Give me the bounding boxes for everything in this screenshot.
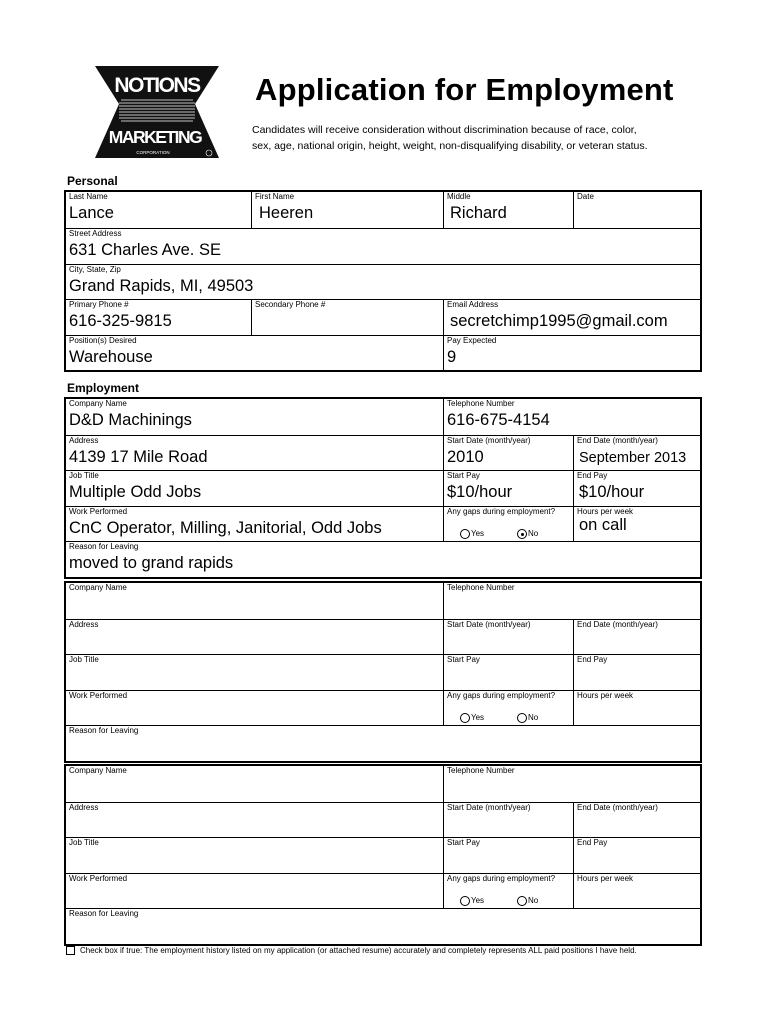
employment-row-work [66, 506, 700, 541]
gaps-yes-circle [460, 896, 470, 906]
employment-entry-3 [64, 764, 702, 946]
gaps-yes-circle [460, 713, 470, 723]
address-label: Address [69, 620, 99, 629]
employment-row-work [66, 690, 700, 725]
hours-per-week-field[interactable] [573, 507, 700, 541]
gaps-yes-label: Yes [471, 529, 485, 538]
street-address-label: Street Address [69, 229, 122, 238]
page-title: Application for Employment [255, 72, 674, 107]
company-name-label: Company Name [69, 399, 127, 408]
pay-expected-field[interactable] [443, 336, 700, 370]
address-field[interactable] [66, 803, 444, 837]
first-name-field[interactable] [251, 192, 444, 228]
positions-desired-label: Position(s) Desired [69, 336, 137, 345]
hours-per-week-field[interactable] [573, 874, 700, 908]
work-performed-label: Work Performed [69, 507, 128, 516]
telephone-field[interactable] [443, 766, 700, 802]
gaps-no-circle [517, 896, 527, 906]
employment-gaps-label: Any gaps during employment? [447, 691, 556, 700]
personal-section-title: Personal [67, 174, 118, 188]
hours-per-week-value: on call [579, 516, 627, 534]
end-date-label: End Date (month/year) [577, 436, 658, 445]
last-name-label: Last Name [69, 192, 108, 201]
history-confirmation [66, 946, 637, 955]
start-pay-field[interactable] [443, 471, 574, 506]
employment-row-reason [66, 908, 700, 944]
primary-phone-field[interactable] [66, 300, 252, 335]
hours-per-week-label: Hours per week [577, 507, 634, 516]
start-date-value: 2010 [447, 448, 484, 466]
employment-row-address [66, 619, 700, 654]
start-pay-label: Start Pay [447, 471, 480, 480]
email-label: Email Address [447, 300, 499, 309]
hours-per-week-field[interactable] [573, 691, 700, 725]
logo-line2: MARKETING [108, 127, 202, 147]
last-name-field[interactable] [66, 192, 252, 228]
hours-per-week-label: Hours per week [577, 691, 634, 700]
logo-line3: CORPORATION [136, 150, 170, 155]
personal-row-street [66, 228, 700, 264]
company-name-field[interactable] [66, 766, 444, 802]
start-pay-value: $10/hour [447, 483, 513, 501]
eeo-statement [252, 122, 692, 154]
history-confirmation-checkbox[interactable] [66, 946, 75, 955]
employment-row-company [66, 583, 700, 619]
start-date-field[interactable] [443, 436, 574, 470]
start-date-field[interactable] [443, 803, 574, 837]
end-date-field[interactable] [573, 803, 700, 837]
city-state-zip-value: Grand Rapids, MI, 49503 [69, 277, 254, 295]
start-pay-field[interactable] [443, 838, 574, 873]
hours-per-week-label: Hours per week [577, 874, 634, 883]
gaps-no-label: No [528, 896, 539, 905]
address-field[interactable] [66, 436, 444, 470]
end-date-label: End Date (month/year) [577, 620, 658, 629]
employment-gaps-label: Any gaps during employment? [447, 874, 556, 883]
company-name-label: Company Name [69, 766, 127, 775]
gaps-no-label: No [528, 529, 539, 538]
positions-desired-value: Warehouse [69, 348, 153, 366]
work-performed-field[interactable] [66, 874, 444, 908]
city-state-zip-field[interactable] [66, 265, 700, 299]
eeo-statement-line1: Candidates will receive consideration without discrimination because of race, color, [252, 124, 637, 136]
company-name-value: D&D Machinings [69, 411, 192, 429]
personal-row-position [66, 335, 700, 370]
address-value: 4139 17 Mile Road [69, 448, 208, 466]
employment-row-reason [66, 541, 700, 577]
work-performed-label: Work Performed [69, 691, 128, 700]
street-address-field[interactable] [66, 229, 700, 264]
first-name-value: Heeren [259, 204, 314, 222]
end-pay-field[interactable] [573, 838, 700, 873]
job-title-field[interactable] [66, 471, 444, 506]
end-pay-label: End Pay [577, 471, 608, 480]
street-address-value: 631 Charles Ave. SE [69, 241, 221, 259]
notions-marketing-logo [95, 66, 219, 158]
gaps-no-radio[interactable] [517, 529, 538, 539]
start-date-label: Start Date (month/year) [447, 436, 531, 445]
end-date-field[interactable] [573, 436, 700, 470]
email-field[interactable] [443, 300, 700, 335]
company-name-field[interactable] [66, 583, 444, 619]
last-name-value: Lance [69, 204, 114, 222]
start-pay-label: Start Pay [447, 655, 480, 664]
job-title-label: Job Title [69, 655, 99, 664]
history-confirmation-text: Check box if true: The employment history listed on my application (or attached resume) accurately and completely represents ALL paid positions I have held. [80, 946, 637, 955]
gaps-no-radio[interactable] [517, 713, 538, 723]
employment-gaps-label: Any gaps during employment? [447, 507, 556, 516]
start-pay-field[interactable] [443, 655, 574, 690]
personal-row-name [66, 192, 700, 228]
gaps-yes-circle [460, 529, 470, 539]
secondary-phone-field[interactable] [251, 300, 444, 335]
start-pay-label: Start Pay [447, 838, 480, 847]
end-date-label: End Date (month/year) [577, 803, 658, 812]
reason-for-leaving-field[interactable] [66, 542, 700, 577]
work-performed-value: CnC Operator, Milling, Janitorial, Odd Jobs [69, 519, 382, 537]
job-title-field[interactable] [66, 838, 444, 873]
gaps-yes-radio[interactable] [460, 529, 484, 539]
employment-gaps-field [443, 507, 574, 541]
start-date-label: Start Date (month/year) [447, 620, 531, 629]
middle-name-field[interactable] [443, 192, 574, 228]
employment-row-job [66, 470, 700, 506]
employment-section-title: Employment [67, 381, 140, 395]
end-pay-label: End Pay [577, 838, 608, 847]
gaps-no-radio[interactable] [517, 896, 538, 906]
employment-row-job [66, 837, 700, 873]
pay-expected-value: 9 [447, 348, 457, 366]
gaps-no-circle [517, 713, 527, 723]
employment-row-address [66, 802, 700, 837]
telephone-label: Telephone Number [447, 583, 515, 592]
reason-for-leaving-value: moved to grand rapids [69, 554, 234, 572]
end-pay-field[interactable] [573, 655, 700, 690]
employment-row-job [66, 654, 700, 690]
first-name-label: First Name [255, 192, 295, 201]
date-field[interactable] [573, 192, 700, 228]
end-date-field[interactable] [573, 620, 700, 654]
secondary-phone-label: Secondary Phone # [255, 300, 326, 309]
gaps-no-circle [517, 529, 527, 539]
end-pay-field[interactable] [573, 471, 700, 506]
reason-for-leaving-field[interactable] [66, 726, 700, 761]
telephone-label: Telephone Number [447, 766, 515, 775]
employment-entry-2 [64, 581, 702, 763]
telephone-value: 616-675-4154 [447, 411, 550, 429]
telephone-field[interactable] [443, 583, 700, 619]
start-date-field[interactable] [443, 620, 574, 654]
gaps-yes-label: Yes [471, 896, 485, 905]
middle-name-label: Middle [447, 192, 471, 201]
employment-row-reason [66, 725, 700, 761]
end-pay-value: $10/hour [579, 483, 645, 501]
personal-grid [64, 190, 702, 372]
job-title-label: Job Title [69, 838, 99, 847]
personal-row-phone [66, 299, 700, 335]
email-value: secretchimp1995@gmail.com [450, 312, 668, 330]
job-title-value: Multiple Odd Jobs [69, 483, 202, 501]
reason-for-leaving-label: Reason for Leaving [69, 542, 139, 551]
telephone-label: Telephone Number [447, 399, 515, 408]
company-name-field[interactable] [66, 399, 444, 435]
employment-row-work [66, 873, 700, 908]
end-pay-label: End Pay [577, 655, 608, 664]
address-label: Address [69, 803, 99, 812]
date-label: Date [577, 192, 594, 201]
address-field[interactable] [66, 620, 444, 654]
logo-line1: NOTIONS [114, 74, 200, 97]
work-performed-field[interactable] [66, 507, 444, 541]
pay-expected-label: Pay Expected [447, 336, 497, 345]
gaps-no-label: No [528, 713, 539, 722]
gaps-yes-label: Yes [471, 713, 485, 722]
city-state-zip-label: City, State, Zip [69, 265, 121, 274]
employment-row-company [66, 399, 700, 435]
address-label: Address [69, 436, 99, 445]
company-name-label: Company Name [69, 583, 127, 592]
reason-for-leaving-label: Reason for Leaving [69, 909, 139, 918]
employment-entry-1 [64, 397, 702, 579]
telephone-field[interactable] [443, 399, 700, 435]
end-date-value: September 2013 [579, 450, 687, 466]
reason-for-leaving-label: Reason for Leaving [69, 726, 139, 735]
eeo-statement-line2: sex, age, national origin, height, weight, non-disqualifying disability, or veteran status. [252, 140, 648, 152]
employment-row-address [66, 435, 700, 470]
work-performed-label: Work Performed [69, 874, 128, 883]
personal-row-city [66, 264, 700, 299]
start-date-label: Start Date (month/year) [447, 803, 531, 812]
job-title-label: Job Title [69, 471, 99, 480]
middle-name-value: Richard [450, 204, 507, 222]
job-title-field[interactable] [66, 655, 444, 690]
employment-gaps-field [443, 691, 574, 725]
gaps-yes-radio[interactable] [460, 896, 484, 906]
primary-phone-value: 616-325-9815 [69, 312, 172, 330]
positions-desired-field[interactable] [66, 336, 444, 370]
employment-row-company [66, 766, 700, 802]
work-performed-field[interactable] [66, 691, 444, 725]
employment-gaps-field [443, 874, 574, 908]
gaps-yes-radio[interactable] [460, 713, 484, 723]
primary-phone-label: Primary Phone # [69, 300, 129, 309]
reason-for-leaving-field[interactable] [66, 909, 700, 944]
